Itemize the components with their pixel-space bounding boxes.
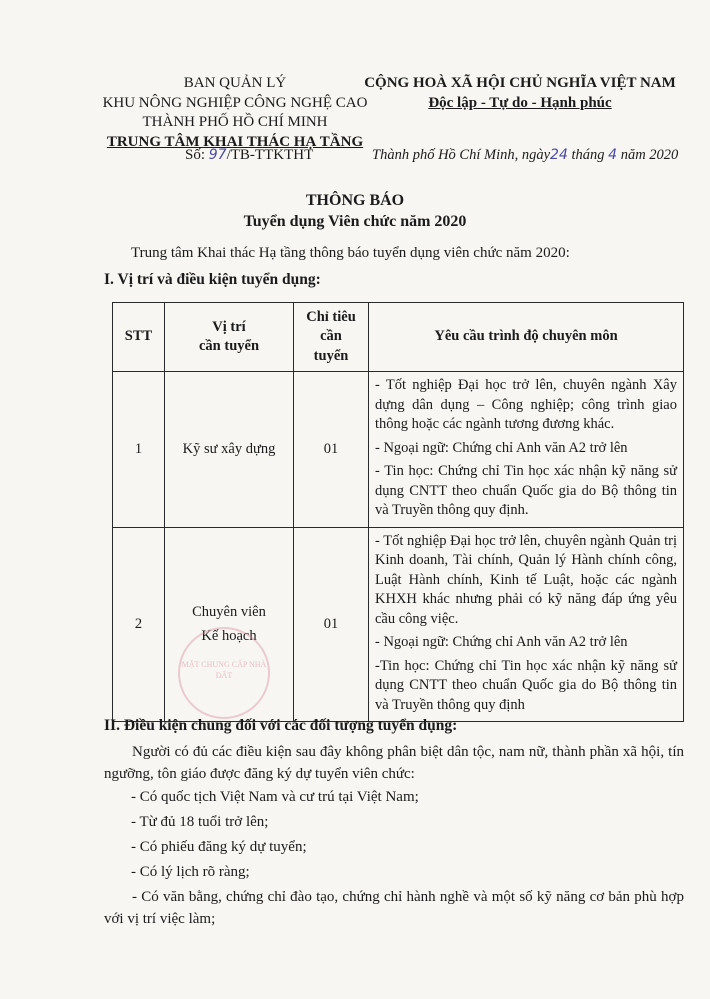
header-quota-line-3: tuyển [313, 347, 349, 364]
issue-date [372, 147, 678, 164]
row-1-req-language: - Ngoại ngữ: Chứng chỉ Anh văn A2 trở lên [375, 439, 628, 456]
date-suffix: năm 2020 [617, 147, 679, 163]
doc-no-suffix: /TB-TTKTHT [226, 147, 314, 163]
header-position-line-1: Vị trí [212, 318, 246, 335]
document-number [185, 147, 313, 164]
row-1-quota: 01 [294, 372, 369, 528]
header-stt: STT [113, 303, 165, 372]
document-title: THÔNG BÁO [305, 192, 405, 209]
date-prefix: Thành phố Hồ Chí Minh, ngày [372, 147, 551, 163]
row-2-requirements [369, 527, 684, 722]
date-mid: tháng [567, 147, 609, 163]
condition-item: - Có lý lịch rõ ràng; [131, 864, 250, 880]
section-2-title: II. Điều kiện chung đối với các đối tượng tuyển dụng: [104, 717, 458, 734]
motto [355, 94, 685, 114]
row-1-req-it: - Tin học: Chứng chỉ Tin học xác nhận kỹ năng sử dụng CNTT theo chuẩn Quốc gia do Bộ thông tin và Truyền thông quy định. [375, 463, 677, 518]
header-quota-line-1: Chỉ tiêu [306, 308, 356, 325]
row-2-req-degree: - Tốt nghiệp Đại học trở lên, chuyên ngành Quản trị Kinh doanh, Tài chính, Quản lý Hành chính công, Luật Hành chính, Kinh tế Luật, hoặc các ngành KHXH khác nhưng phải có kỹ năng đáp ứng yêu cầu công việc. [375, 532, 677, 627]
motto-text: Độc lập - Tự do - Hạnh phúc [428, 94, 612, 111]
condition-item: - Có quốc tịch Việt Nam và cư trú tại Việt Nam; [131, 789, 419, 805]
header-quota-line-2: cần [320, 328, 342, 345]
agency-line-3: THÀNH PHỐ HỒ CHÍ MINH [142, 114, 328, 130]
row-2-position-line-2: Kế hoạch [201, 628, 257, 645]
condition-item: - Có phiếu đăng ký dự tuyển; [131, 839, 307, 855]
country-name: CỘNG HOÀ XÃ HỘI CHỦ NGHĨA VIỆT NAM [364, 75, 676, 91]
row-1-position [165, 372, 294, 528]
row-1-req-degree: - Tốt nghiệp Đại học trở lên, chuyên ngành Xây dựng dân dụng – Công nghiệp; công trình giao thông hoặc các ngành tương đương khác. [375, 377, 677, 432]
intro-text: Trung tâm Khai thác Hạ tầng thông báo tuyển dụng viên chức năm 2020: [131, 245, 570, 261]
header-position-line-2: cần tuyển [198, 338, 260, 354]
faded-stamp: MẶT CHUNG CẤP NHÀ ĐẤT [178, 627, 270, 719]
date-day-handwritten: 24 [550, 147, 568, 163]
row-2-stt: 2 [113, 527, 165, 722]
row-2-req-it: -Tin học: Chứng chỉ Tin học xác nhận kỹ năng sử dụng CNTT theo chuẩn Quốc gia do Bộ thông tin và Truyền thông quy định [375, 657, 677, 713]
doc-no-prefix: Số: [185, 147, 209, 163]
section-1-title: I. Vị trí và điều kiện tuyển dụng: [104, 271, 321, 288]
row-1-position-line-1: Kỹ sư xây dựng [182, 440, 276, 457]
table-header-row [113, 303, 684, 372]
row-1-stt: 1 [113, 372, 165, 528]
table-row [113, 372, 684, 528]
row-2-position-line-1: Chuyên viên [192, 604, 266, 621]
agency-name: TRUNG TÂM KHAI THÁC HẠ TẦNG [106, 133, 364, 150]
national-motto-block [355, 74, 685, 113]
header-quota [294, 303, 369, 372]
header-requirements: Yêu cầu trình độ chuyên môn [369, 303, 684, 372]
header-position [165, 303, 294, 372]
condition-item-last: - Có văn bằng, chứng chỉ đào tạo, chứng chỉ hành nghề và một số kỹ năng cơ bản phù hợp với vị trí việc làm; [104, 889, 684, 927]
document-subtitle: Tuyển dụng Viên chức năm 2020 [243, 213, 467, 230]
row-2-quota: 01 [294, 527, 369, 722]
condition-item: - Từ đủ 18 tuổi trở lên; [131, 814, 269, 830]
row-2-req-language: - Ngoại ngữ: Chứng chỉ Anh văn A2 trở lên [375, 634, 628, 650]
issuing-agency-block [70, 74, 400, 152]
agency-line-2: KHU NÔNG NGHIỆP CÔNG NGHỆ CAO [102, 94, 368, 111]
row-1-requirements [369, 372, 684, 528]
doc-no-handwritten: 97 [208, 147, 227, 163]
date-month-handwritten: 4 [608, 147, 618, 163]
section-2-intro: Người có đủ các điều kiện sau đây không phân biệt dân tộc, nam nữ, thành phần xã hội, tín ngưỡng, tôn giáo được đăng ký dự tuyển viên chức: [104, 744, 684, 782]
agency-line-1: BAN QUẢN LÝ [183, 75, 287, 91]
